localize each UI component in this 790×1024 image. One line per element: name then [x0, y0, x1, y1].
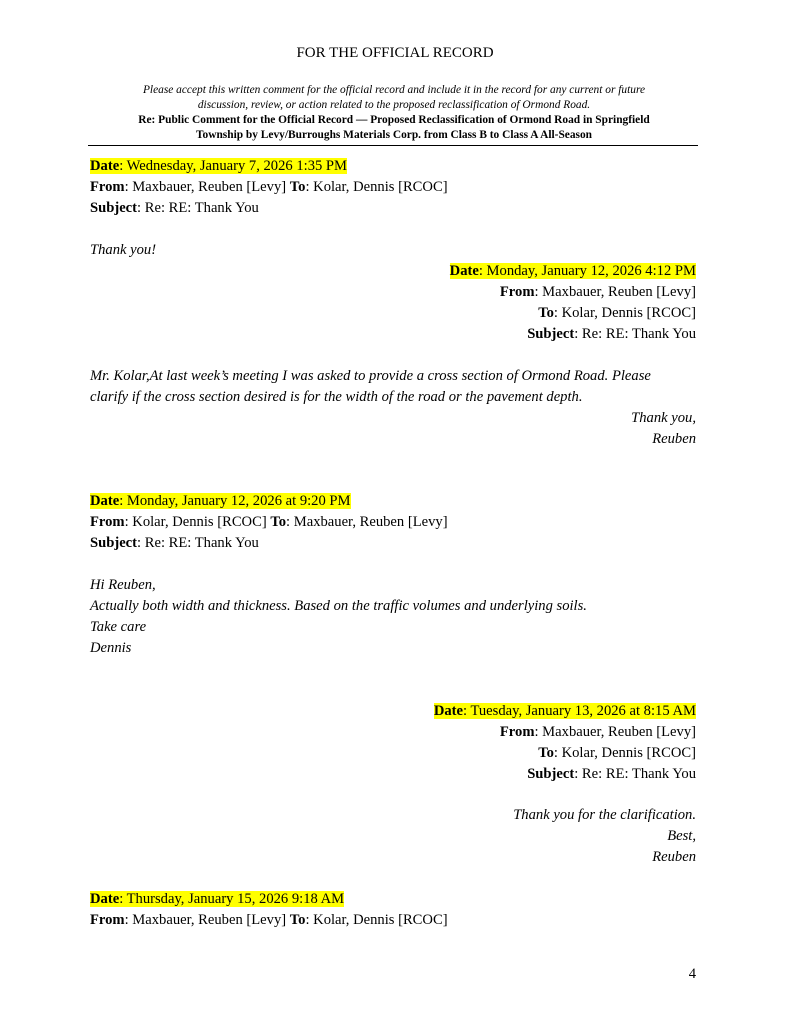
email-3-date: Date: Monday, January 12, 2026 at 9:20 PM [90, 493, 351, 509]
page-title: FOR THE OFFICIAL RECORD [296, 45, 494, 61]
email-2-to: To: Kolar, Dennis [RCOC] [538, 305, 696, 321]
email-2-date: Date: Monday, January 12, 2026 4:12 PM [449, 263, 696, 279]
email-3-from-to: From: Kolar, Dennis [RCOC] To: Maxbauer, Reuben [Levy] [90, 514, 448, 530]
re-line-1: Re: Public Comment for the Official Record — Proposed Reclassification of Ormond Road in Springfield [138, 114, 650, 126]
email-3-body: Hi Reuben, Actually both width and thickness. Based on the traffic volumes and underlying soils. Take care Dennis [90, 577, 587, 656]
re-line-2: Township by Levy/Burroughs Materials Corp. from Class B to Class A All-Season [196, 129, 592, 141]
page-number: 4 [688, 966, 696, 982]
email-5-header [90, 889, 700, 931]
email-2-header [86, 261, 696, 345]
email-4-subject: Subject: Re: RE: Thank You [527, 766, 696, 782]
email-2-body: Mr. Kolar,At last week’s meeting I was asked to provide a cross section of Ormond Road. Please clarify if the cross section desired is for the width of the road or the pavement depth. [90, 368, 651, 405]
email-2-from: From: Maxbauer, Reuben [Levy] [499, 284, 696, 300]
email-1-date: Date: Wednesday, January 7, 2026 1:35 PM [90, 158, 348, 174]
email-4-body: Thank you for the clarification. Best, Reuben [513, 807, 696, 865]
email-4-from: From: Maxbauer, Reuben [Levy] [499, 724, 696, 740]
intro-block [90, 83, 698, 143]
email-3-subject: Subject: Re: RE: Thank You [90, 535, 259, 551]
email-5-from-to: From: Maxbauer, Reuben [Levy] To: Kolar, Dennis [RCOC] [90, 912, 448, 928]
email-2-signoff: Thank you, Reuben [631, 410, 696, 447]
email-4-header [86, 701, 696, 785]
email-1-header [90, 156, 700, 219]
email-5-date: Date: Thursday, January 15, 2026 9:18 AM [90, 891, 345, 907]
email-1-subject: Subject: Re: RE: Thank You [90, 200, 259, 216]
intro-line-2: discussion, review, or action related to the proposed reclassification of Ormond Road. [197, 99, 591, 111]
email-1-from-to: From: Maxbauer, Reuben [Levy] To: Kolar, Dennis [RCOC] [90, 179, 448, 195]
email-4-date: Date: Tuesday, January 13, 2026 at 8:15 AM [433, 703, 696, 719]
email-3-header [90, 491, 700, 554]
email-2-subject: Subject: Re: RE: Thank You [527, 326, 696, 342]
header-divider [88, 145, 698, 146]
intro-line-1: Please accept this written comment for the official record and include it in the record for any current or future [142, 84, 646, 96]
email-4-to: To: Kolar, Dennis [RCOC] [538, 745, 696, 761]
email-1-body: Thank you! [90, 242, 157, 258]
